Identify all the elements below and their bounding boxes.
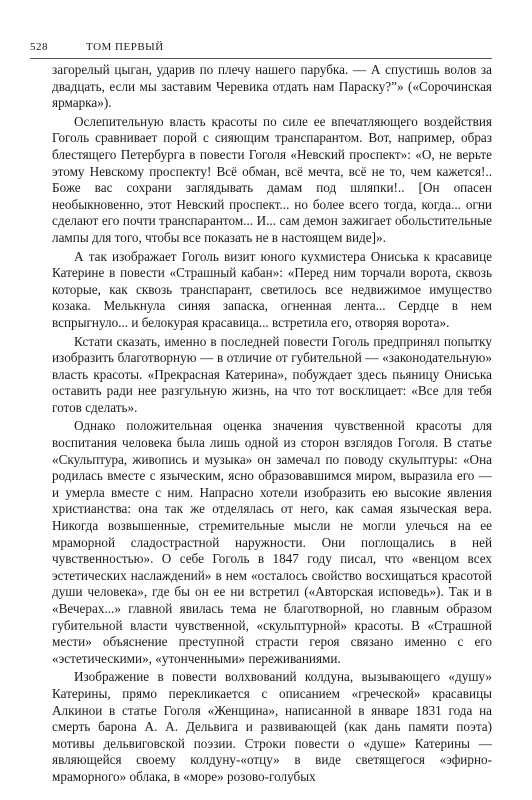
running-title: ТОМ ПЕРВЫЙ <box>86 41 164 53</box>
paragraph: Ослепительную власть красоты по силе ее впечатляющего воздействия Гоголь сравнивает порой с сияющим транспарантом. Вот, например, образ блестящего Петербурга в повести Гоголя «Невский проспект»: «О, не верьте этому Невскому проспекту! Всё обман, всё мечта, всё не то, чем кажется!.. Боже вас сохрани заглядывать дамам под шляпки!.. [Он опасен необыкновенно, этот Невский проспект... но более всего тогда, когда... огни сделают его почти транспарантом... И... сам демон зажигает обольстительные лампы для того, чтобы все показать не в настоящем виде]». <box>52 113 492 245</box>
paragraph: Однако положительная оценка значения чувственной красоты для воспитания человека была лишь одной из сторон взглядов Гоголя. В статье «Скульптура, живопись и музыка» он замечал по поводу скульптуры: «Она родилась вместе с языческим, ясно образовавшимся миром, выразила его — и умерла вместе с ним. Напрасно хотели изобразить ею высокие явления христианства: она так же отделялась от него, как самая языческая вера. Никогда возвышенные, стремительные мысли не могли улечься на ее мраморной сладострастной наружности. Они поглощались в ней чувственностью». О себе Гоголь в 1847 году писал, что «венцом всех эстетических наслаждений» в нем «осталось свойство восхищаться красотой души человека», где бы он ее ни встретил («Авторская исповедь»). Так и в «Вечерах...» главной явилась тема не благотворной, но главным образом губительной власти чувственной, «скульптурной» красоты. В «Страшной мести» объяснение преступной страсти героя связано именно с его «эстетическими», «утонченными» переживаниями. <box>52 418 492 666</box>
paragraph: загорелый цыган, ударив по плечу нашего парубка. — А спустишь волов за двадцать, если мы заставим Черевика отдать нам Параску?”» («Сорочинская ярмарка»). <box>52 62 492 111</box>
body-text <box>52 62 492 788</box>
paragraph: Изображение в повести волхвований колдуна, вызывающего «душу» Катерины, прямо перекликается с описанием «греческой» красавицы Алкинои в статье Гоголя «Женщина», написанной в январе 1831 года на смерть барона А. А. Дельвига и развивающей (как дань памяти поэта) мотивы дельвиговской поэзии. Строки повести о «душе» Катерины — являющейся своему колдуну-«отцу» в виде светящегося «эфирно-мраморного» облака, в «море» розово-голубых <box>52 669 492 784</box>
page-number: 528 <box>30 41 48 53</box>
page-header <box>30 38 492 59</box>
paragraph: А так изображает Гоголь визит юного кухмистера Ониська к красавице Катерине в повести «Страшный кабан»: «Перед ним торчали ворота, сквозь которые, как сквозь транспарант, светилось все недвижимое имущество козака. Мелькнула синяя запаска, огненная лента... Сердце в нем вспрыгнуло... и белокурая красавица... встретила его, отворяя ворота». <box>52 248 492 330</box>
paragraph: Кстати сказать, именно в последней повести Гоголь предпринял попытку изобразить благотворную — в отличие от губительной — «законодательную» власть красоты. «Прекрасная Катерина», побуждает здесь пьяницу Ониська оставить ради нее разгульную жизнь, на что тот восклицает: «Все для тебя готов сделать». <box>52 333 492 415</box>
